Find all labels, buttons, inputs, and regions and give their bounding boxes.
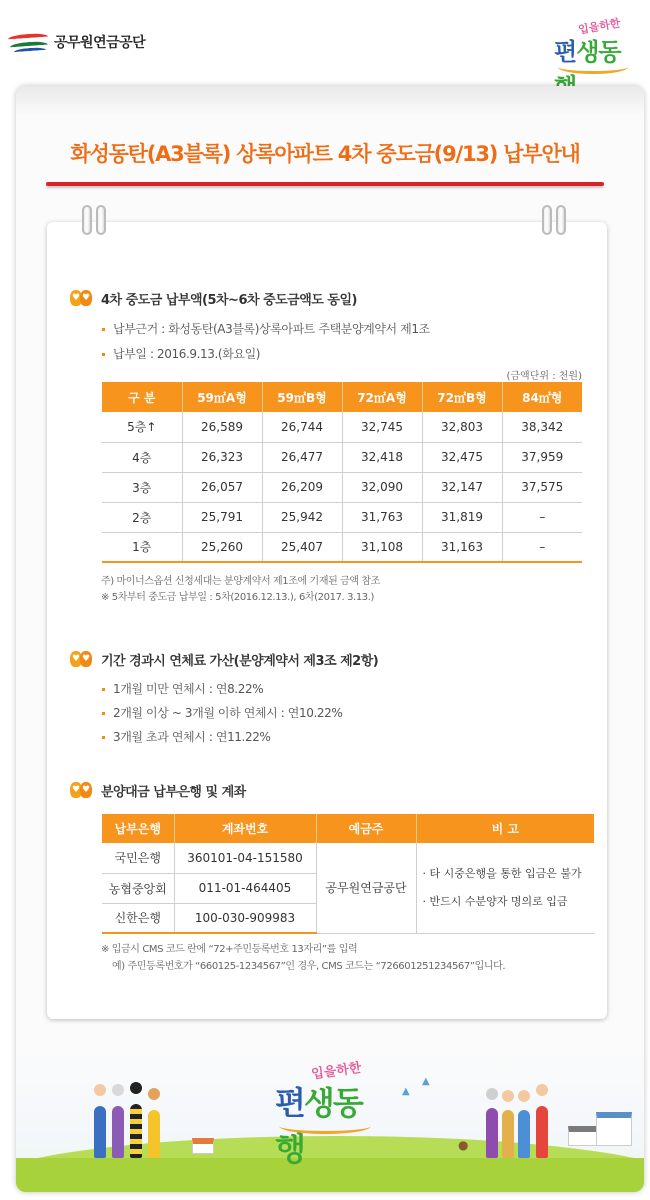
bullet-late-fee: 2개월 이상 ~ 3개월 이하 연체시 : 연10.22% xyxy=(102,704,342,721)
table-row xyxy=(102,502,582,532)
dog-icon: ● xyxy=(458,1138,469,1152)
table-header: 납부은행 xyxy=(102,814,174,843)
payment-amount-table xyxy=(102,382,582,563)
table-cell: 25,407 xyxy=(262,532,342,562)
section-heading-bank: ♥ ♥ 분양대금 납부은행 및 계좌 xyxy=(70,781,246,800)
org-name: 공무원연금공단 xyxy=(54,35,146,51)
bank-name: 국민은행 xyxy=(102,843,174,873)
brand-slogan-small: 입을하한 xyxy=(577,16,622,37)
bird-icon: ▲ xyxy=(402,1086,410,1097)
header xyxy=(0,0,650,84)
binder-ring-icon xyxy=(556,205,566,235)
table-cell: 26,323 xyxy=(182,442,262,472)
table-header: 59㎡A형 xyxy=(182,382,262,412)
bullet-late-fee: 1개월 미만 연체시 : 연8.22% xyxy=(102,680,263,697)
table-cell: 32,147 xyxy=(422,472,502,502)
table-cell: 31,819 xyxy=(422,502,502,532)
table-header: 예금주 xyxy=(316,814,416,843)
title-underline xyxy=(46,182,604,186)
section-heading-late-fee: ♥ ♥ 기간 경과시 연체료 가산(분양계약서 제3조 제2항) xyxy=(70,650,378,669)
table-cell: 26,209 xyxy=(262,472,342,502)
person-icon xyxy=(148,1088,160,1100)
table-cell: 5층↑ xyxy=(102,412,182,442)
table-cell: 1층 xyxy=(102,532,182,562)
table-cell: 38,342 xyxy=(502,412,582,442)
table-row xyxy=(102,442,582,472)
table-cell: 4층 xyxy=(102,442,182,472)
table-cell: 25,942 xyxy=(262,502,342,532)
table-row xyxy=(102,843,594,873)
page-title: 화성동탄(A3블록) 상록아파트 4차 중도금(9/13) 납부안내 xyxy=(70,142,580,166)
table-cell: 2층 xyxy=(102,502,182,532)
footnote: 예) 주민등록번호가 “660125-1234567”인 경우, CMS 코드는 “726601251234567”입니다. xyxy=(112,961,506,972)
org-logo-icon xyxy=(8,30,50,54)
section-heading-payment: ♥ ♥ 4차 중도금 납부액(5차~6차 중도금액도 동일) xyxy=(70,289,357,308)
table-cell: 32,745 xyxy=(342,412,422,442)
table-row xyxy=(102,532,582,562)
person-icon xyxy=(486,1088,498,1100)
brand-slogan: 편생동 xyxy=(554,38,621,66)
brand-arc-icon xyxy=(279,1118,371,1134)
table-cell: 32,475 xyxy=(422,442,502,472)
table-cell: 26,477 xyxy=(262,442,342,472)
section-bullet-icon: ♥ ♥ xyxy=(70,290,94,308)
table-cell: 25,791 xyxy=(182,502,262,532)
bank-account-table xyxy=(102,814,594,934)
unit-note: (금액단위 : 천원) xyxy=(506,371,582,382)
table-header: 72㎡A형 xyxy=(342,382,422,412)
table-cell: – xyxy=(502,532,582,562)
footnote: 주) 마이너스옵션 신청세대는 분양계약서 제1조에 기재된 금액 참조 xyxy=(101,576,380,587)
table-header-row xyxy=(102,382,582,412)
table-cell: 32,803 xyxy=(422,412,502,442)
account-number[interactable]: 100-030-909983 xyxy=(174,903,316,933)
footnote: ※ 5차부터 중도금 납부일 : 5차(2016.12.13.), 6차(2017. 3.13.) xyxy=(101,592,375,603)
table-header: 72㎡B형 xyxy=(422,382,502,412)
table-cell: 25,260 xyxy=(182,532,262,562)
table-header: 59㎡B형 xyxy=(262,382,342,412)
person-icon xyxy=(130,1082,142,1094)
table-cell: 37,575 xyxy=(502,472,582,502)
footnote: ※ 입금시 CMS 코드 란에 “72+주민등록번호 13자리”를 입력 xyxy=(101,944,358,955)
account-number[interactable]: 360101-04-151580 xyxy=(174,843,316,873)
person-icon xyxy=(112,1084,124,1096)
binder-ring-icon xyxy=(542,205,552,235)
bank-name: 신한은행 xyxy=(102,903,174,933)
table-cell: – xyxy=(502,502,582,532)
bullet-payment-date: 납부일 : 2016.9.13.(화요일) xyxy=(102,345,260,362)
person-icon xyxy=(502,1090,514,1102)
table-header: 비 고 xyxy=(416,814,594,843)
person-icon xyxy=(536,1084,548,1096)
account-number[interactable]: 011-01-464405 xyxy=(174,873,316,903)
bullet-late-fee: 3개월 초과 연체시 : 연11.22% xyxy=(102,728,270,745)
footer-brand-logo xyxy=(265,1058,385,1168)
bird-icon: ▲ xyxy=(422,1076,430,1087)
table-cell: 26,589 xyxy=(182,412,262,442)
house-icon xyxy=(568,1126,598,1146)
binder-ring-icon xyxy=(82,205,92,235)
table-header: 구 분 xyxy=(102,382,182,412)
table-cell: 31,163 xyxy=(422,532,502,562)
table-header: 계좌번호 xyxy=(174,814,316,843)
table-cell: 26,744 xyxy=(262,412,342,442)
person-icon xyxy=(94,1084,106,1096)
binder-ring-icon xyxy=(96,205,106,235)
org-logo[interactable] xyxy=(8,30,145,54)
table-cell: 32,418 xyxy=(342,442,422,472)
table-cell: 37,959 xyxy=(502,442,582,472)
table-cell: 26,057 xyxy=(182,472,262,502)
table-cell: 31,763 xyxy=(342,502,422,532)
house-icon xyxy=(596,1112,632,1146)
section-bullet-icon: ♥ ♥ xyxy=(70,782,94,800)
account-holder: 공무원연금공단 xyxy=(316,843,416,933)
table-cell: 32,090 xyxy=(342,472,422,502)
table-row xyxy=(102,412,582,442)
bank-name: 농협중앙회 xyxy=(102,873,174,903)
brand-arc-icon xyxy=(558,60,628,74)
brand-slogan-small: 입을하한 xyxy=(310,1060,363,1083)
person-icon xyxy=(518,1090,530,1102)
table-row xyxy=(102,472,582,502)
bullet-payment-basis: 납부근거 : 화성동탄(A3블록)상록아파트 주택분양계약서 제1조 xyxy=(102,320,430,337)
house-icon xyxy=(192,1138,214,1154)
table-header: 84㎡형 xyxy=(502,382,582,412)
table-cell: 31,108 xyxy=(342,532,422,562)
brand-logo xyxy=(552,16,632,78)
table-header-row xyxy=(102,814,594,843)
section-bullet-icon: ♥ ♥ xyxy=(70,651,94,669)
table-cell: 3층 xyxy=(102,472,182,502)
bank-notes: · 타 시중은행을 통한 입금은 불가 · 반드시 수분양자 명의로 입금 xyxy=(416,843,594,933)
brand-slogan: 편생동행 xyxy=(275,1084,362,1168)
